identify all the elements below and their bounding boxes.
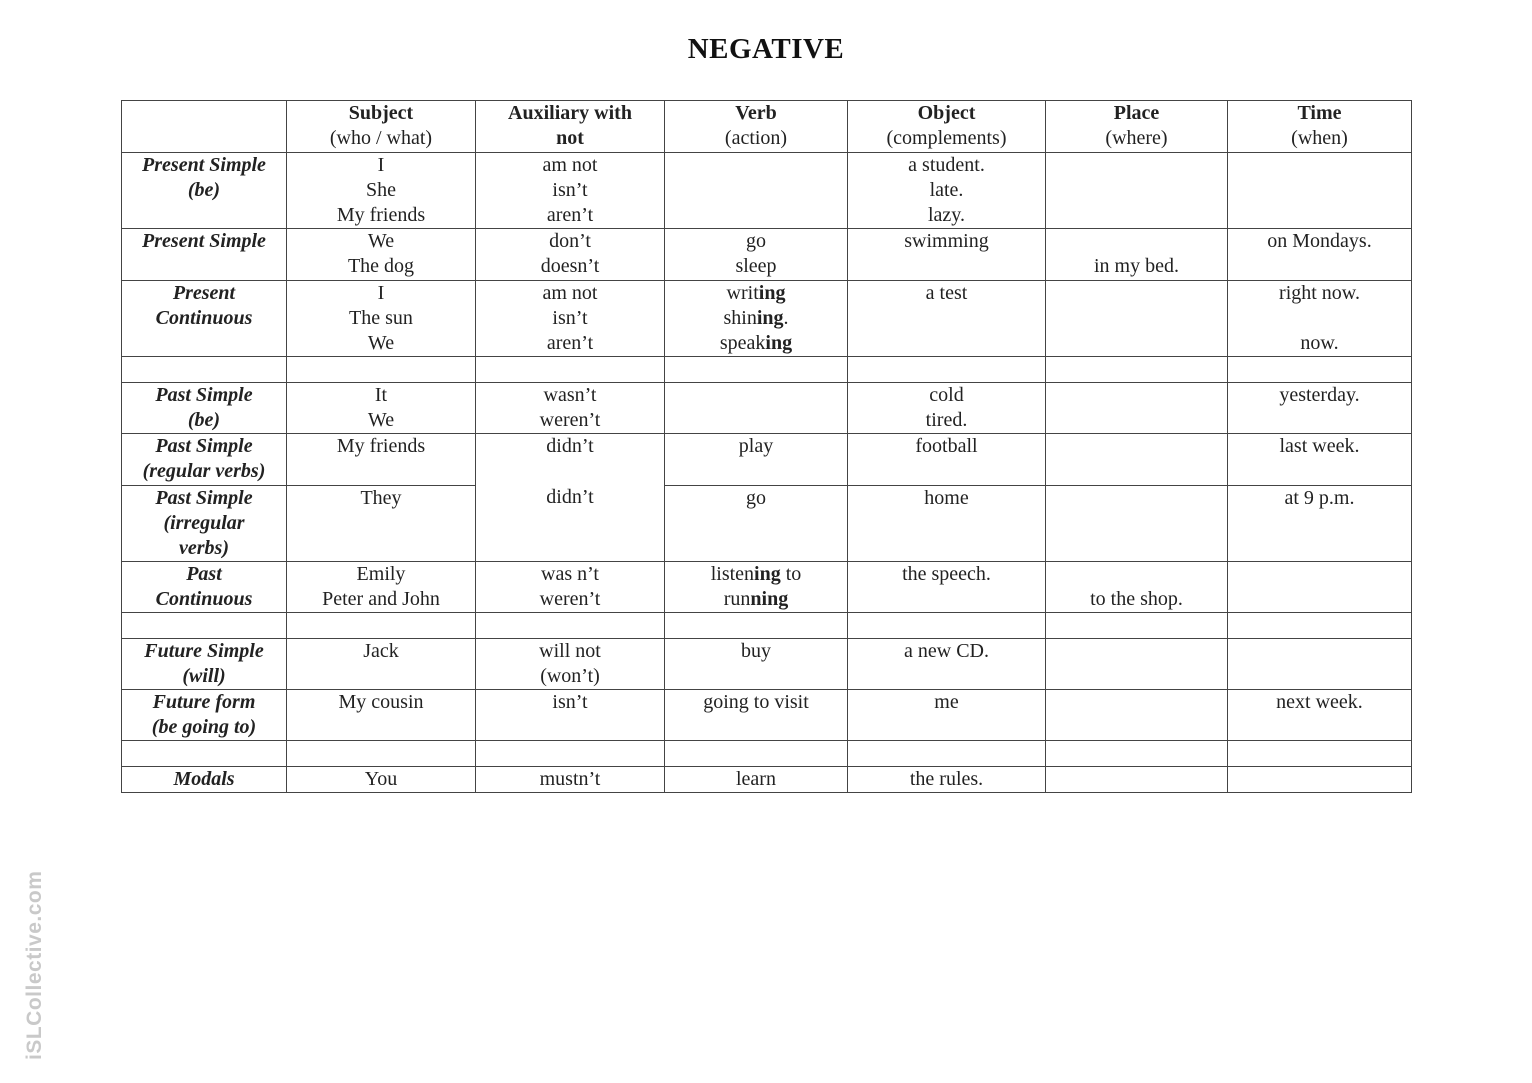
row-label-cell xyxy=(122,485,287,561)
verb-text: sleep xyxy=(735,255,777,278)
verb-ending: ing xyxy=(765,332,793,355)
object-text: a new CD. xyxy=(904,639,989,662)
row-label-line: Continuous xyxy=(155,307,253,330)
header-place xyxy=(1046,101,1228,153)
auxiliary-cell xyxy=(476,383,665,434)
verb-text xyxy=(665,331,847,356)
verb-text xyxy=(665,587,847,612)
subject-text: Emily xyxy=(356,562,406,585)
object-text: a student. xyxy=(908,154,985,177)
row-label-cell xyxy=(122,281,287,357)
verb-cell xyxy=(665,281,848,357)
auxiliary-text: wasn’t xyxy=(543,384,597,407)
subject-cell xyxy=(287,153,476,229)
table-row xyxy=(122,153,1412,229)
table-row xyxy=(122,281,1412,357)
object-text: football xyxy=(915,435,978,458)
time-cell xyxy=(1228,561,1412,612)
verb-text: go xyxy=(746,486,766,509)
time-cell xyxy=(1228,153,1412,229)
time-text: right now. xyxy=(1279,282,1360,305)
verb-stem: run xyxy=(723,587,751,610)
verb-ending: ning xyxy=(750,587,789,610)
time-text: yesterday. xyxy=(1279,384,1360,407)
verb-text: go xyxy=(746,230,766,253)
header-subtitle: (when) xyxy=(1291,127,1348,149)
place-cell xyxy=(1046,434,1228,485)
table-row xyxy=(122,766,1412,792)
subject-text: My friends xyxy=(336,204,426,227)
time-text: at 9 p.m. xyxy=(1284,486,1355,509)
row-label-line: (be) xyxy=(187,179,221,202)
verb-stem: shin xyxy=(723,307,757,330)
auxiliary-cell xyxy=(476,281,665,357)
auxiliary-cell xyxy=(476,689,665,740)
subject-text: The sun xyxy=(349,307,413,330)
row-label-line: Past Simple xyxy=(155,486,253,509)
verb-cell xyxy=(665,766,848,792)
auxiliary-text: doesn’t xyxy=(540,255,600,278)
place-text: in my bed. xyxy=(1094,255,1179,278)
object-cell xyxy=(848,561,1046,612)
object-cell xyxy=(848,638,1046,689)
verb-cell xyxy=(665,434,848,485)
row-label-cell xyxy=(122,383,287,434)
subject-text: We xyxy=(367,230,395,253)
time-cell xyxy=(1228,434,1412,485)
verb-cell xyxy=(665,638,848,689)
place-cell xyxy=(1046,383,1228,434)
auxiliary-text: was n’t xyxy=(541,562,599,585)
auxiliary-text: (won’t) xyxy=(540,664,600,687)
row-label-cell xyxy=(122,689,287,740)
row-label-line: Present Simple xyxy=(142,230,266,253)
auxiliary-text: am not xyxy=(542,154,598,177)
row-label-line: Future form xyxy=(152,690,256,713)
header-subtitle: (complements) xyxy=(886,127,1007,149)
time-text: next week. xyxy=(1276,690,1363,713)
verb-cell xyxy=(665,229,848,281)
verb-text xyxy=(665,281,847,306)
header-subtitle: not xyxy=(556,127,584,149)
auxiliary-text: didn’t xyxy=(546,486,594,509)
row-label-line: Past Simple xyxy=(155,384,253,407)
auxiliary-text: aren’t xyxy=(546,332,594,355)
object-cell xyxy=(848,689,1046,740)
subject-cell xyxy=(287,434,476,485)
row-label-line: Continuous xyxy=(155,587,253,610)
table-row xyxy=(122,561,1412,612)
verb-rest: . xyxy=(783,307,789,330)
subject-text: You xyxy=(364,767,398,790)
header-subtitle: (action) xyxy=(724,127,788,149)
time-text: now. xyxy=(1300,332,1339,355)
auxiliary-text: isn’t xyxy=(552,179,588,202)
subject-text: We xyxy=(367,332,395,355)
verb-ending: ing xyxy=(756,307,784,330)
header-title: Time xyxy=(1297,102,1342,124)
time-cell xyxy=(1228,485,1412,561)
row-label-cell xyxy=(122,638,287,689)
object-cell xyxy=(848,383,1046,434)
verb-stem: listen xyxy=(710,562,755,585)
auxiliary-cell xyxy=(476,561,665,612)
grammar-table xyxy=(121,100,1412,793)
auxiliary-text: am not xyxy=(542,282,598,305)
verb-cell xyxy=(665,689,848,740)
table-header-row xyxy=(122,101,1412,153)
object-text: lazy. xyxy=(927,204,965,227)
empty-row xyxy=(122,357,1412,383)
header-verb xyxy=(665,101,848,153)
place-cell xyxy=(1046,229,1228,281)
verb-text xyxy=(665,306,847,331)
object-cell xyxy=(848,434,1046,485)
time-cell xyxy=(1228,766,1412,792)
row-label-line: (regular verbs) xyxy=(142,460,266,483)
place-cell xyxy=(1046,638,1228,689)
verb-ending: ing xyxy=(758,282,786,305)
subject-text: Peter and John xyxy=(322,587,440,610)
auxiliary-text: weren’t xyxy=(539,409,601,432)
time-cell xyxy=(1228,383,1412,434)
verb-text: going to visit xyxy=(703,690,809,713)
row-label-cell xyxy=(122,434,287,485)
subject-cell xyxy=(287,561,476,612)
subject-cell xyxy=(287,638,476,689)
auxiliary-text: didn’t xyxy=(546,435,594,458)
table-row xyxy=(122,485,1412,561)
subject-text: My cousin xyxy=(338,690,424,713)
auxiliary-cell xyxy=(476,153,665,229)
row-label-line: (be) xyxy=(187,409,221,432)
place-cell xyxy=(1046,485,1228,561)
row-label-cell xyxy=(122,153,287,229)
verb-text xyxy=(665,562,847,587)
object-text: late. xyxy=(929,179,964,202)
header-subtitle: (where) xyxy=(1105,127,1168,149)
row-label-cell xyxy=(122,561,287,612)
header-corner-cell xyxy=(122,101,287,153)
verb-text: learn xyxy=(736,767,776,790)
row-label-line: Present xyxy=(172,282,236,305)
empty-row xyxy=(122,612,1412,638)
subject-cell xyxy=(287,229,476,281)
time-text: on Mondays. xyxy=(1267,230,1372,253)
row-label-line: Past xyxy=(186,562,222,585)
place-cell xyxy=(1046,153,1228,229)
object-text: a test xyxy=(925,282,968,305)
watermark: iSLCollective.com xyxy=(23,870,46,1060)
object-text: the speech. xyxy=(902,562,991,585)
time-cell xyxy=(1228,689,1412,740)
place-cell xyxy=(1046,766,1228,792)
subject-text: She xyxy=(366,179,396,202)
header-auxiliary xyxy=(476,101,665,153)
verb-stem: speak xyxy=(719,332,766,355)
auxiliary-text: aren’t xyxy=(546,204,594,227)
time-cell xyxy=(1228,281,1412,357)
row-label-line: (irregular xyxy=(163,511,245,534)
header-subtitle: (who / what) xyxy=(329,127,433,149)
object-cell xyxy=(848,766,1046,792)
auxiliary-text: mustn’t xyxy=(539,767,601,790)
table-row xyxy=(122,434,1412,485)
verb-rest: to xyxy=(780,562,802,585)
row-label-cell xyxy=(122,766,287,792)
subject-text: I xyxy=(377,282,385,305)
auxiliary-cell xyxy=(476,434,665,561)
object-cell xyxy=(848,229,1046,281)
header-title: Auxiliary with xyxy=(508,102,632,124)
table-row xyxy=(122,383,1412,434)
object-cell xyxy=(848,485,1046,561)
subject-text: We xyxy=(367,409,395,432)
row-label-line: verbs) xyxy=(179,536,229,559)
time-cell xyxy=(1228,229,1412,281)
auxiliary-cell xyxy=(476,638,665,689)
verb-cell xyxy=(665,561,848,612)
verb-text: play xyxy=(738,435,774,458)
subject-text: The dog xyxy=(347,255,415,278)
auxiliary-text: don’t xyxy=(549,230,591,253)
header-object xyxy=(848,101,1046,153)
page-title: NEGATIVE xyxy=(687,33,845,65)
verb-cell xyxy=(665,485,848,561)
header-title: Object xyxy=(917,102,976,124)
object-text: home xyxy=(924,486,969,509)
object-text: the rules. xyxy=(909,767,984,790)
auxiliary-cell xyxy=(476,229,665,281)
object-cell xyxy=(848,153,1046,229)
table-row xyxy=(122,638,1412,689)
verb-stem: writ xyxy=(726,282,759,305)
subject-text: I xyxy=(377,154,385,177)
auxiliary-text: will not xyxy=(539,639,601,662)
subject-cell xyxy=(287,281,476,357)
table-row xyxy=(122,229,1412,281)
verb-cell xyxy=(665,383,848,434)
table-row xyxy=(122,689,1412,740)
subject-cell xyxy=(287,689,476,740)
header-subject xyxy=(287,101,476,153)
subject-cell xyxy=(287,766,476,792)
row-label-cell xyxy=(122,229,287,281)
subject-text: It xyxy=(374,384,388,407)
row-label-line: (will) xyxy=(182,664,226,687)
object-cell xyxy=(848,281,1046,357)
empty-row xyxy=(122,740,1412,766)
row-label-line: Past Simple xyxy=(155,435,253,458)
subject-cell xyxy=(287,383,476,434)
object-text: cold xyxy=(929,384,964,407)
subject-text: Jack xyxy=(363,639,399,662)
auxiliary-text: weren’t xyxy=(539,587,601,610)
row-label-line: (be going to) xyxy=(151,715,257,738)
verb-cell xyxy=(665,153,848,229)
header-time xyxy=(1228,101,1412,153)
header-title: Verb xyxy=(735,102,777,124)
row-label-line: Future Simple xyxy=(144,639,264,662)
place-text: to the shop. xyxy=(1090,587,1183,610)
subject-text: They xyxy=(360,486,402,509)
row-label-line: Present Simple xyxy=(142,154,266,177)
object-text: swimming xyxy=(904,230,989,253)
object-text: me xyxy=(934,690,959,713)
time-text: last week. xyxy=(1279,435,1360,458)
auxiliary-cell xyxy=(476,766,665,792)
auxiliary-text: isn’t xyxy=(552,307,588,330)
auxiliary-text: isn’t xyxy=(552,690,588,713)
header-title: Subject xyxy=(348,102,414,124)
place-cell xyxy=(1046,281,1228,357)
place-cell xyxy=(1046,689,1228,740)
row-label-line: Modals xyxy=(173,767,235,790)
time-cell xyxy=(1228,638,1412,689)
subject-cell xyxy=(287,485,476,561)
object-text: tired. xyxy=(925,409,968,432)
verb-ending: ing xyxy=(754,562,781,585)
subject-text: My friends xyxy=(336,435,426,458)
place-cell xyxy=(1046,561,1228,612)
header-title: Place xyxy=(1113,102,1160,124)
verb-text: buy xyxy=(741,639,771,662)
